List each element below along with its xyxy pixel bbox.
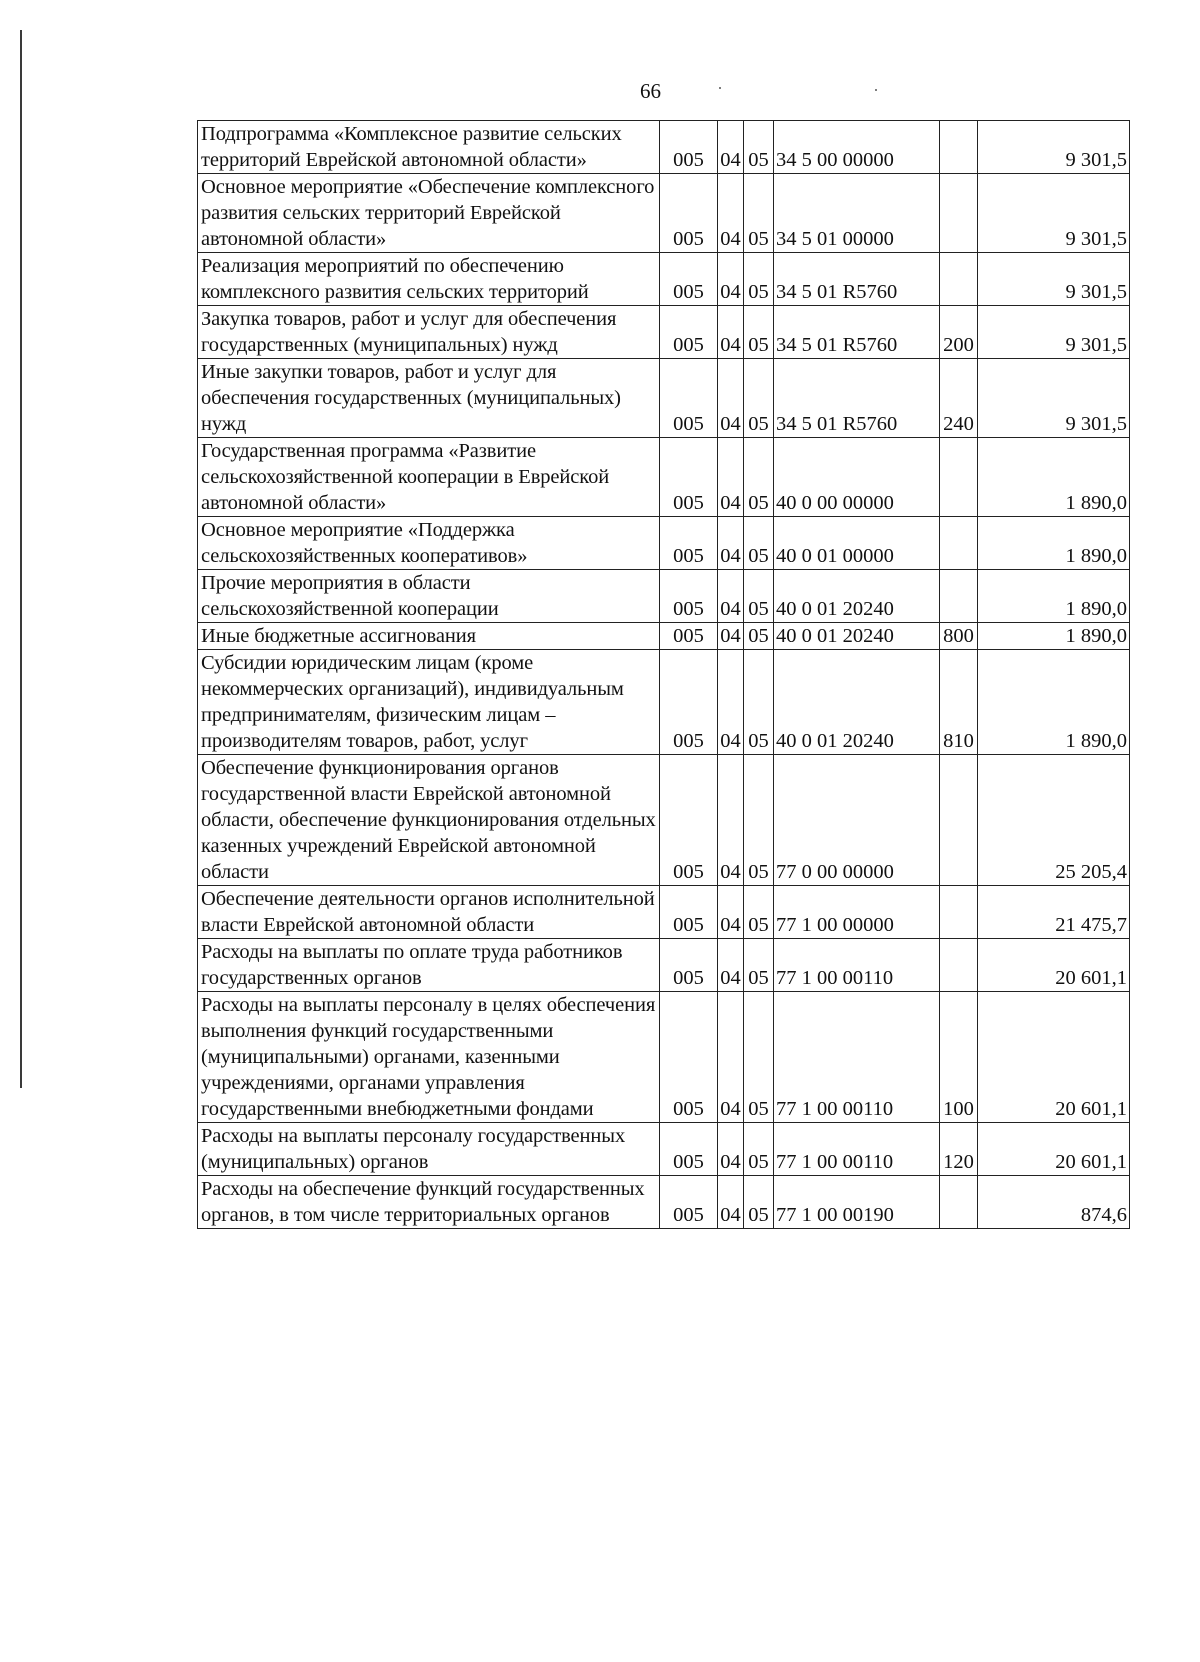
scan-edge-line	[20, 30, 22, 1088]
expense-name-cell: Обеспечение деятельности органов исполнительной власти Еврейской автономной области	[198, 886, 660, 939]
expense-name-cell: Подпрограмма «Комплексное развитие сельских территорий Еврейской автономной области»	[198, 121, 660, 174]
table-row	[198, 517, 1130, 570]
amount-cell: 1 890,0	[978, 570, 1130, 623]
expense-name-cell: Субсидии юридическим лицам (кроме некоммерческих организаций), индивидуальным предпринимателям, физическим лицам – производителям товаров, работ, услуг	[198, 650, 660, 755]
table-row	[198, 359, 1130, 438]
table-row	[198, 1123, 1130, 1176]
section-code-cell: 04	[718, 755, 744, 886]
expense-name-cell: Реализация мероприятий по обеспечению комплексного развития сельских территорий	[198, 253, 660, 306]
target-article-cell: 40 0 01 20240	[774, 650, 940, 755]
section-code-cell: 04	[718, 570, 744, 623]
table-row	[198, 174, 1130, 253]
subsection-code-cell: 05	[744, 174, 774, 253]
amount-cell: 1 890,0	[978, 623, 1130, 650]
ministry-code-cell: 005	[660, 755, 718, 886]
ministry-code-cell: 005	[660, 121, 718, 174]
section-code-cell: 04	[718, 650, 744, 755]
target-article-cell: 77 1 00 00110	[774, 939, 940, 992]
expense-name-cell: Расходы на выплаты персоналу в целях обеспечения выполнения функций государственными (муниципальными) органами, казенными учреждениями, органами управления государственными внебюджетными фондами	[198, 992, 660, 1123]
ministry-code-cell: 005	[660, 623, 718, 650]
target-article-cell: 77 1 00 00190	[774, 1176, 940, 1229]
expense-type-cell	[940, 517, 978, 570]
expense-type-cell	[940, 121, 978, 174]
table-row	[198, 1176, 1130, 1229]
ministry-code-cell: 005	[660, 306, 718, 359]
ministry-code-cell: 005	[660, 939, 718, 992]
subsection-code-cell: 05	[744, 306, 774, 359]
expense-type-cell: 100	[940, 992, 978, 1123]
expense-name-cell: Иные закупки товаров, работ и услуг для обеспечения государственных (муниципальных) нужд	[198, 359, 660, 438]
expense-name-cell: Основное мероприятие «Поддержка сельскохозяйственных кооперативов»	[198, 517, 660, 570]
target-article-cell: 77 1 00 00110	[774, 992, 940, 1123]
expense-type-cell	[940, 253, 978, 306]
amount-cell: 9 301,5	[978, 174, 1130, 253]
ministry-code-cell: 005	[660, 359, 718, 438]
subsection-code-cell: 05	[744, 517, 774, 570]
section-code-cell: 04	[718, 438, 744, 517]
table-row	[198, 438, 1130, 517]
expense-type-cell	[940, 755, 978, 886]
amount-cell: 1 890,0	[978, 438, 1130, 517]
amount-cell: 9 301,5	[978, 359, 1130, 438]
amount-cell: 1 890,0	[978, 650, 1130, 755]
target-article-cell: 34 5 00 00000	[774, 121, 940, 174]
ministry-code-cell: 005	[660, 517, 718, 570]
expense-type-cell: 800	[940, 623, 978, 650]
table-row	[198, 939, 1130, 992]
target-article-cell: 40 0 01 20240	[774, 570, 940, 623]
expense-type-cell: 240	[940, 359, 978, 438]
budget-table-body	[198, 121, 1130, 1229]
expense-type-cell	[940, 438, 978, 517]
ministry-code-cell: 005	[660, 1176, 718, 1229]
section-code-cell: 04	[718, 253, 744, 306]
amount-cell: 20 601,1	[978, 939, 1130, 992]
expense-type-cell: 810	[940, 650, 978, 755]
expense-name-cell: Иные бюджетные ассигнования	[198, 623, 660, 650]
table-row	[198, 121, 1130, 174]
subsection-code-cell: 05	[744, 1123, 774, 1176]
expense-type-cell: 120	[940, 1123, 978, 1176]
page-number: 66	[640, 79, 661, 103]
subsection-code-cell: 05	[744, 886, 774, 939]
amount-cell: 874,6	[978, 1176, 1130, 1229]
expense-name-cell: Государственная программа «Развитие сельскохозяйственной кооперации в Еврейской автономной области»	[198, 438, 660, 517]
amount-cell: 9 301,5	[978, 306, 1130, 359]
section-code-cell: 04	[718, 359, 744, 438]
subsection-code-cell: 05	[744, 359, 774, 438]
target-article-cell: 40 0 00 00000	[774, 438, 940, 517]
target-article-cell: 77 1 00 00110	[774, 1123, 940, 1176]
expense-type-cell	[940, 570, 978, 623]
ministry-code-cell: 005	[660, 570, 718, 623]
ministry-code-cell: 005	[660, 438, 718, 517]
subsection-code-cell: 05	[744, 570, 774, 623]
subsection-code-cell: 05	[744, 992, 774, 1123]
target-article-cell: 34 5 01 R5760	[774, 253, 940, 306]
amount-cell: 21 475,7	[978, 886, 1130, 939]
section-code-cell: 04	[718, 1123, 744, 1176]
expense-type-cell: 200	[940, 306, 978, 359]
subsection-code-cell: 05	[744, 623, 774, 650]
table-row	[198, 755, 1130, 886]
expense-type-cell	[940, 939, 978, 992]
amount-cell: 20 601,1	[978, 1123, 1130, 1176]
table-row	[198, 623, 1130, 650]
table-row	[198, 253, 1130, 306]
subsection-code-cell: 05	[744, 121, 774, 174]
table-row	[198, 650, 1130, 755]
expense-type-cell	[940, 1176, 978, 1229]
subsection-code-cell: 05	[744, 650, 774, 755]
subsection-code-cell: 05	[744, 253, 774, 306]
section-code-cell: 04	[718, 1176, 744, 1229]
expense-type-cell	[940, 886, 978, 939]
scan-speck	[875, 89, 877, 91]
expense-name-cell: Прочие мероприятия в области сельскохозяйственной кооперации	[198, 570, 660, 623]
table-row	[198, 306, 1130, 359]
section-code-cell: 04	[718, 939, 744, 992]
ministry-code-cell: 005	[660, 174, 718, 253]
expense-name-cell: Расходы на выплаты персоналу государственных (муниципальных) органов	[198, 1123, 660, 1176]
target-article-cell: 34 5 01 R5760	[774, 306, 940, 359]
target-article-cell: 34 5 01 00000	[774, 174, 940, 253]
target-article-cell: 34 5 01 R5760	[774, 359, 940, 438]
scan-speck	[719, 87, 721, 89]
amount-cell: 1 890,0	[978, 517, 1130, 570]
target-article-cell: 40 0 01 00000	[774, 517, 940, 570]
ministry-code-cell: 005	[660, 1123, 718, 1176]
table-row	[198, 992, 1130, 1123]
section-code-cell: 04	[718, 623, 744, 650]
expense-name-cell: Расходы на обеспечение функций государственных органов, в том числе территориальных органов	[198, 1176, 660, 1229]
table-row	[198, 886, 1130, 939]
section-code-cell: 04	[718, 174, 744, 253]
amount-cell: 9 301,5	[978, 253, 1130, 306]
expense-type-cell	[940, 174, 978, 253]
amount-cell: 20 601,1	[978, 992, 1130, 1123]
ministry-code-cell: 005	[660, 992, 718, 1123]
ministry-code-cell: 005	[660, 253, 718, 306]
subsection-code-cell: 05	[744, 755, 774, 886]
expense-name-cell: Основное мероприятие «Обеспечение комплексного развития сельских территорий Еврейской автономной области»	[198, 174, 660, 253]
ministry-code-cell: 005	[660, 886, 718, 939]
section-code-cell: 04	[718, 121, 744, 174]
section-code-cell: 04	[718, 517, 744, 570]
subsection-code-cell: 05	[744, 939, 774, 992]
section-code-cell: 04	[718, 886, 744, 939]
amount-cell: 9 301,5	[978, 121, 1130, 174]
target-article-cell: 40 0 01 20240	[774, 623, 940, 650]
section-code-cell: 04	[718, 306, 744, 359]
subsection-code-cell: 05	[744, 1176, 774, 1229]
subsection-code-cell: 05	[744, 438, 774, 517]
expense-name-cell: Закупка товаров, работ и услуг для обеспечения государственных (муниципальных) нужд	[198, 306, 660, 359]
section-code-cell: 04	[718, 992, 744, 1123]
table-row	[198, 570, 1130, 623]
ministry-code-cell: 005	[660, 650, 718, 755]
expense-name-cell: Расходы на выплаты по оплате труда работников государственных органов	[198, 939, 660, 992]
target-article-cell: 77 1 00 00000	[774, 886, 940, 939]
budget-table	[197, 120, 1130, 1229]
amount-cell: 25 205,4	[978, 755, 1130, 886]
expense-name-cell: Обеспечение функционирования органов государственной власти Еврейской автономной области, обеспечение функционирования отдельных казенных учреждений Еврейской автономной области	[198, 755, 660, 886]
target-article-cell: 77 0 00 00000	[774, 755, 940, 886]
